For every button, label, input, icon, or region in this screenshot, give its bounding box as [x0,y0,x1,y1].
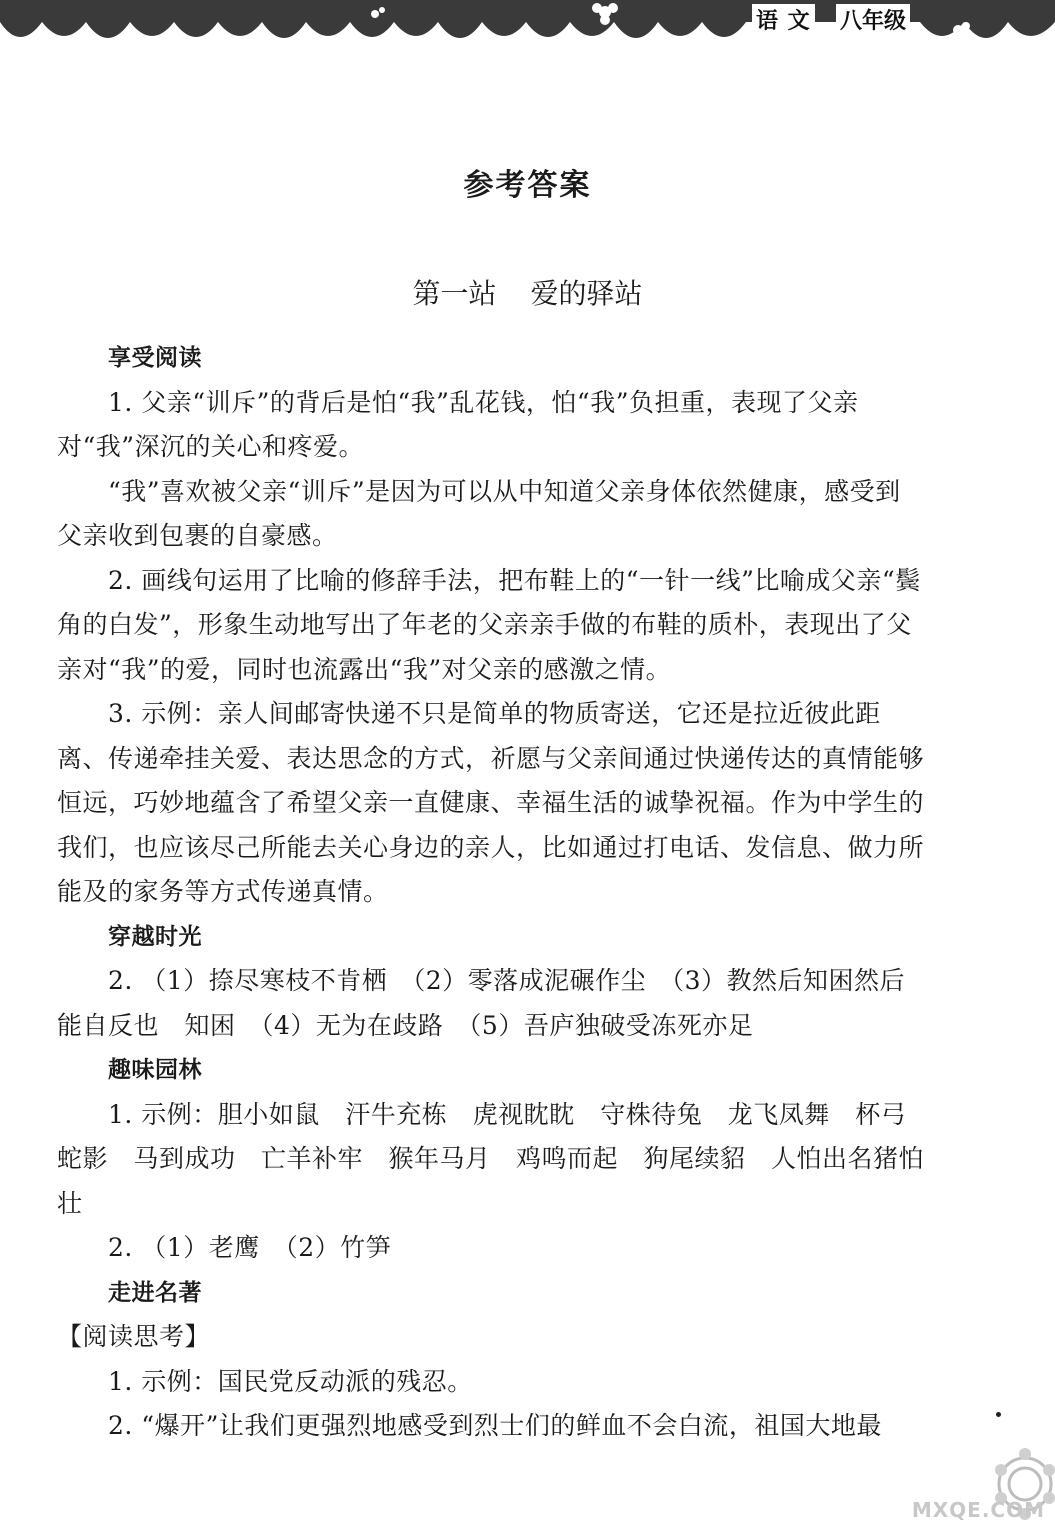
section-heading-garden: 趣味园林 [108,1057,202,1083]
page-marker-dot [996,1412,1001,1417]
answer-content [57,336,925,1449]
answer-paragraph: 2. （1）捺尽寒枝不肯栖 （2）零落成泥碾作尘 （3）教然后知困然后能自反也 知困 （4）无为在歧路 （5）吾庐独破受冻死亦足 [57,966,906,1040]
answer-paragraph: 1. 示例：国民党反动派的残忍。 [108,1366,473,1396]
header-subject: 语 文 [752,4,815,35]
page-title: 参考答案 [463,168,592,203]
section-heading-reading: 享受阅读 [108,345,202,371]
chapter-heading [0,272,1055,312]
answer-paragraph: 1. 示例：胆小如鼠 汗牛充栋 虎视眈眈 守株待兔 龙飞凤舞 杯弓蛇影 马到成功 亡羊补牢 猴年马月 鸡鸣而起 狗尾续貂 人怕出名猪怕壮 [57,1099,925,1218]
section-subheading: 【阅读思考】 [57,1322,211,1351]
section-heading-time: 穿越时光 [108,923,202,950]
chapter-name: 爱的驿站 [530,277,643,310]
header-grade: 八年级 [836,4,910,35]
answer-paragraph: 2. 画线句运用了比喻的修辞手法，把布鞋上的“一针一线”比喻成父亲“鬓角的白发”，形象生动地写出了年老的父亲亲手做的布鞋的质朴，表现出了父亲对“我”的爱，同时也流露出“我”对父亲的感激之情。 [57,565,921,684]
answer-paragraph: 2. （1）老鹰 （2）竹笋 [108,1233,392,1262]
answer-paragraph: 3. 示例：亲人间邮寄快递不只是简单的物质寄送，它还是拉近彼此距离、传递牵挂关爱、表达思念的方式，祈愿与父亲间通过快递传达的真情能够恒远，巧妙地蕴含了希望父亲一直健康、幸福生活的诚挚祝福。作为中学生的我们，也应该尽己所能去关心身边的亲人，比如通过打电话、发信息、做力所能及的家务等方式传递真情。 [57,699,925,906]
answer-paragraph: 1. 父亲“训斥”的背后是怕“我”乱花钱，怕“我”负担重，表现了父亲对“我”深沉的关心和疼爱。 [57,387,859,461]
chapter-number: 第一站 [412,277,497,310]
answer-paragraph: 2. “爆开”让我们更强烈地感受到烈士们的鲜血不会白流，祖国大地最 [108,1411,882,1440]
watermark: MXQE.COM [911,1498,1045,1522]
section-heading-classics: 走进名著 [108,1279,202,1306]
answer-paragraph: “我”喜欢被父亲“训斥”是因为可以从中知道父亲身体依然健康，感受到父亲收到包裹的自豪感。 [57,476,901,550]
